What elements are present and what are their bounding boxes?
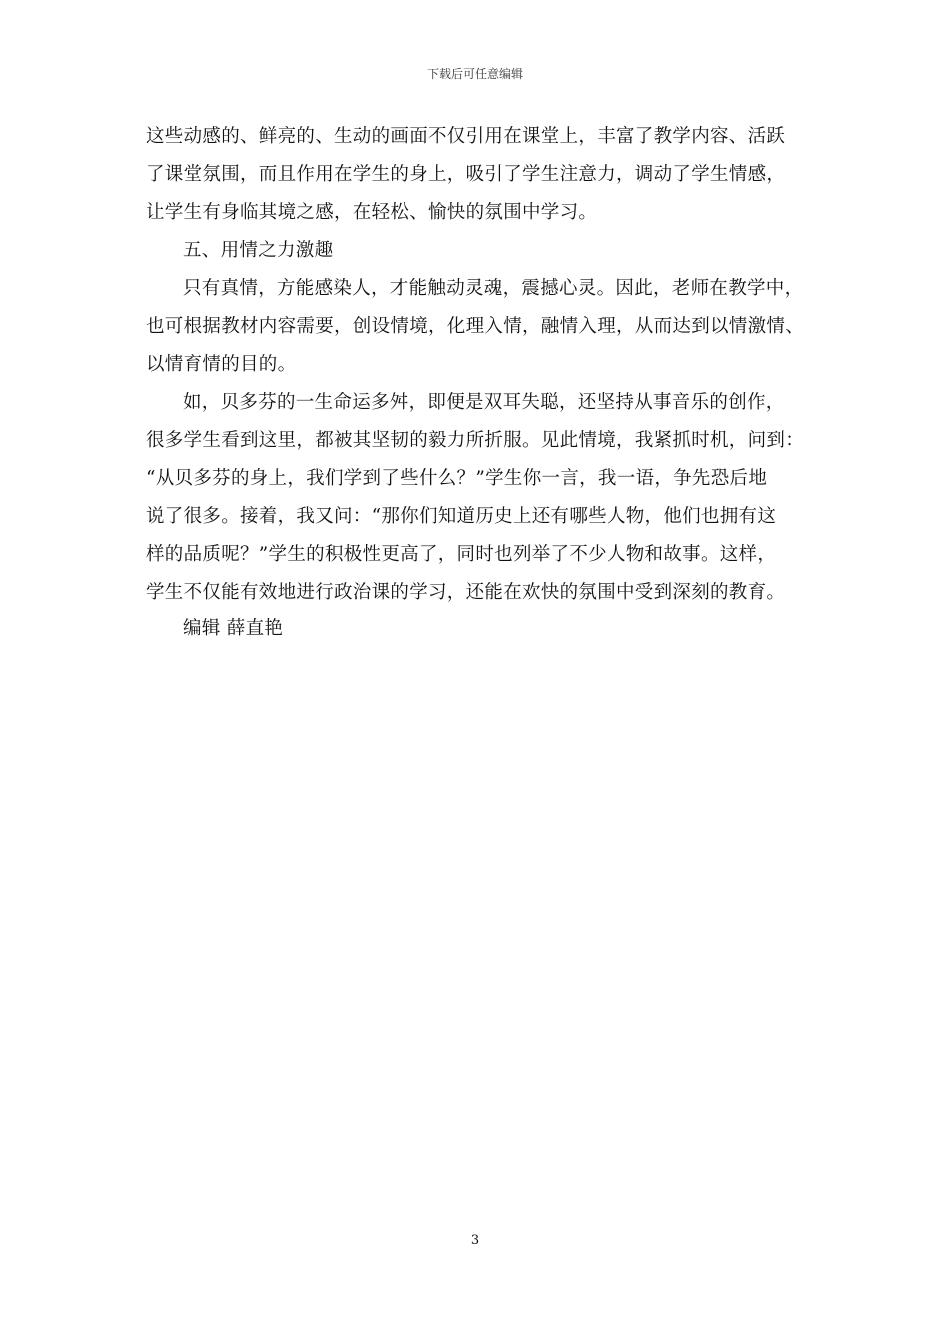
page-number: 3 [470, 1233, 480, 1248]
body-text-line: 样的品质呢？”学生的积极性更高了，同时也列举了不少人物和故事。这样， [146, 544, 777, 565]
body-text-line: 只有真情，方能感染人，才能触动灵魂，震撼心灵。因此，老师在教学中， [183, 278, 804, 299]
body-text-line: 这些动感的、鲜亮的、生动的画面不仅引用在课堂上，丰富了教学内容、活跃 [146, 126, 786, 147]
body-text-line: 了课堂氛围，而且作用在学生的身上，吸引了学生注意力，调动了学生情感， [146, 164, 786, 185]
body-text-line: 很多学生看到这里，都被其坚韧的毅力所折服。见此情境，我紧抓时机，问到： [146, 430, 805, 451]
body-text-line: 说了很多。接着，我又问：“那你们知道历史上还有哪些人物，他们也拥有这 [146, 506, 777, 527]
body-text-line: 也可根据教材内容需要，创设情境，化理入情，融情入理，从而达到以情激情、 [146, 316, 805, 337]
editor-credit: 编辑 薛直艳 [183, 618, 284, 639]
body-text-line: 学生不仅能有效地进行政治课的学习，还能在欢快的氛围中受到深刻的教育。 [146, 582, 786, 603]
body-text-line: 如，贝多芬的一生命运多舛，即便是双耳失聪，还坚持从事音乐的创作， [183, 392, 785, 413]
body-text-line: 以情育情的目的。 [146, 354, 297, 375]
page-header: 下载后可任意编辑 [426, 67, 523, 81]
section-heading: 五、用情之力激趣 [183, 240, 334, 261]
body-text-line: 让学生有身临其境之感，在轻松、愉快的氛围中学习。 [146, 202, 598, 223]
body-text-line: “从贝多芬的身上，我们学到了些什么？”学生你一言，我一语，争先恐后地 [146, 468, 768, 489]
